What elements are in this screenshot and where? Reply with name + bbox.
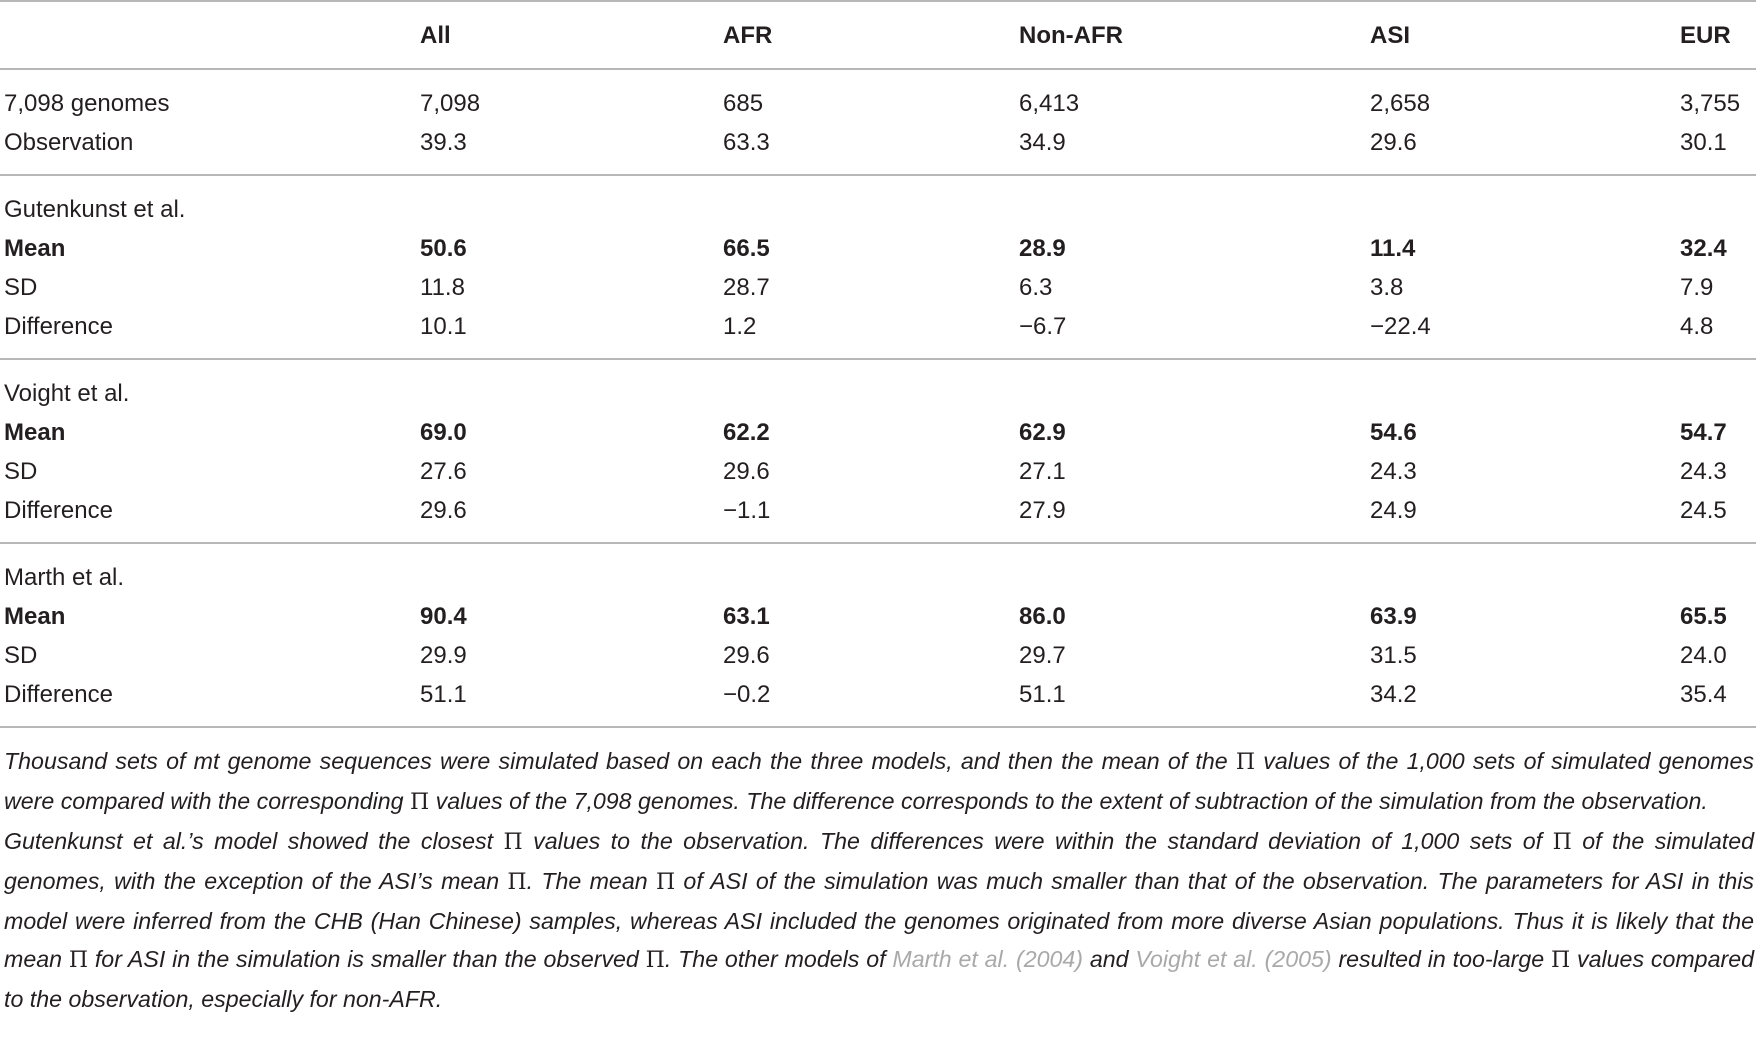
summary-group	[0, 69, 1756, 175]
table-cell: 24.9	[1366, 491, 1680, 543]
table-cell: 29.6	[416, 491, 719, 543]
footnote-text: for ASI in the simulation is smaller than the observed	[88, 946, 646, 972]
table-cell: 1.2	[719, 307, 1015, 359]
row-label: Difference	[0, 307, 416, 359]
header-cell-eur: EUR	[1680, 1, 1756, 69]
table-cell: 10.1	[416, 307, 719, 359]
table-cell: 32.4	[1680, 234, 1727, 262]
table-cell: 63.9	[1370, 602, 1417, 630]
footnote-text: Gutenkunst et al.’s model showed the closest	[4, 828, 504, 854]
table-footnote	[4, 742, 1754, 1018]
row-label: Difference	[0, 675, 416, 727]
table-cell: 24.0	[1680, 641, 1727, 669]
table-cell: 24.5	[1680, 491, 1756, 543]
table-cell: 29.6	[723, 641, 770, 669]
footnote-text: and	[1083, 946, 1136, 972]
table-cell: 39.3	[416, 123, 719, 175]
row-label: SD	[4, 641, 38, 669]
pi-symbol: Π	[507, 870, 527, 895]
model-title: Gutenkunst et al.	[4, 195, 186, 223]
table-cell: 29.7	[1019, 641, 1066, 669]
table-cell: 7.9	[1680, 273, 1714, 301]
footnote-text: values compared to the observation, especially for non-AFR.	[4, 946, 1754, 1012]
table-row	[0, 597, 1756, 636]
table-row	[0, 675, 1756, 727]
row-label: SD	[4, 457, 38, 485]
row-label: Mean	[4, 602, 66, 630]
reference-link-marth[interactable]: Marth et al. (2004)	[892, 946, 1083, 972]
table-cell: 65.5	[1680, 602, 1727, 630]
table-cell: −0.2	[719, 675, 1015, 727]
table-cell: 27.1	[1019, 457, 1066, 485]
reference-link-voight[interactable]: Voight et al. (2005)	[1135, 946, 1332, 972]
table-cell: 63.3	[719, 123, 1015, 175]
table-cell: 24.3	[1370, 457, 1417, 485]
footnote-text: . The mean	[526, 868, 656, 894]
footnote-text: resulted in too-large	[1331, 946, 1551, 972]
table-row	[0, 636, 1756, 675]
table-cell: 11.8	[420, 273, 465, 301]
table-cell: 62.2	[723, 418, 770, 446]
footnote-paragraph-2	[4, 822, 1754, 1018]
table-cell: 31.5	[1370, 641, 1417, 669]
table-cell: −22.4	[1366, 307, 1680, 359]
table-cell: 69.0	[420, 418, 467, 446]
table-cell: 34.2	[1366, 675, 1680, 727]
table-cell: 685	[723, 89, 764, 117]
table-row	[0, 491, 1756, 543]
table-row	[0, 268, 1756, 307]
model-title: Voight et al.	[4, 379, 130, 407]
model-title-row	[0, 543, 1756, 597]
table-cell: 24.3	[1680, 457, 1727, 485]
pi-symbol: Π	[1552, 830, 1572, 855]
row-label: Difference	[0, 491, 416, 543]
table-cell: 29.9	[420, 641, 467, 669]
table-cell: 30.1	[1680, 123, 1756, 175]
table-row	[0, 307, 1756, 359]
footnote-text: values of the 1,000 sets of simulated genomes were compared with the corresponding	[4, 748, 1754, 814]
footnote-text: values of the 7,098 genomes. The difference corresponds to the extent of subtraction of the simulation from the observation.	[429, 788, 1708, 814]
table-row	[0, 123, 1756, 175]
table-cell: 3,755	[1680, 89, 1741, 117]
table-cell: 28.9	[1019, 234, 1066, 262]
row-label: 7,098 genomes	[4, 89, 170, 117]
table-cell: 4.8	[1680, 307, 1756, 359]
row-label: Mean	[4, 418, 66, 446]
table-cell: 54.6	[1370, 418, 1417, 446]
table-cell: 3.8	[1370, 273, 1404, 301]
table-row	[0, 452, 1756, 491]
model-group-voight	[0, 359, 1756, 543]
table-cell: 86.0	[1019, 602, 1066, 630]
footnote-text: Thousand sets of mt genome sequences were simulated based on each the three models, and then the mean of the	[4, 748, 1236, 774]
header-cell-non-afr: Non-AFR	[1015, 1, 1366, 69]
table-cell: −6.7	[1015, 307, 1366, 359]
table-cell: 51.1	[1015, 675, 1366, 727]
pi-symbol: Π	[645, 948, 665, 973]
table-cell: 11.4	[1370, 234, 1416, 262]
table-cell: 27.6	[420, 457, 467, 485]
table-cell: 6,413	[1019, 89, 1080, 117]
row-label: Observation	[0, 123, 416, 175]
table-cell: 90.4	[420, 602, 467, 630]
table-cell: 63.1	[723, 602, 770, 630]
header-row	[0, 1, 1756, 69]
model-title: Marth et al.	[4, 563, 125, 591]
header-cell-empty	[0, 1, 416, 69]
table-cell: 50.6	[420, 234, 467, 262]
table-row	[0, 69, 1756, 123]
pi-symbol: Π	[503, 830, 523, 855]
table-cell: 6.3	[1019, 273, 1053, 301]
row-label: SD	[4, 273, 38, 301]
table-cell: 27.9	[1015, 491, 1366, 543]
table-cell: 28.7	[723, 273, 770, 301]
footnote-text: of ASI of the simulation was much smaller than that of the observation. The parameters for ASI in this model were inferred from the CHB (Han Chinese) samples, whereas ASI included the genomes originated from more diverse Asian populations. Thus it is likely that the mean	[4, 868, 1755, 972]
pi-symbol: Π	[655, 870, 676, 895]
model-group-marth	[0, 543, 1756, 727]
table-cell: 35.4	[1680, 675, 1756, 727]
model-title-row	[0, 359, 1756, 413]
table-cell: 34.9	[1015, 123, 1366, 175]
table-row	[0, 229, 1756, 268]
table-cell: 2,658	[1370, 89, 1431, 117]
table-cell: −1.1	[719, 491, 1015, 543]
table-cell: 7,098	[420, 89, 481, 117]
table-cell: 29.6	[723, 457, 770, 485]
pi-symbol: Π	[1235, 750, 1256, 775]
model-title-row	[0, 175, 1756, 229]
footnote-text: of the simulated genomes, with the exception of the ASI’s mean	[4, 828, 1754, 894]
header-cell-afr: AFR	[719, 1, 1015, 69]
pi-symbol: Π	[68, 948, 89, 973]
table-cell: 29.6	[1366, 123, 1680, 175]
pi-symbol: Π	[1551, 948, 1571, 973]
table-cell: 66.5	[723, 234, 770, 262]
footnote-paragraph-1	[4, 742, 1754, 822]
footnote-text: . The other models of	[664, 946, 893, 972]
header-cell-all: All	[416, 1, 719, 69]
model-group-gutenkunst	[0, 175, 1756, 359]
table-row	[0, 413, 1756, 452]
row-label: Mean	[4, 234, 66, 262]
footnote-text: values to the observation. The differences were within the standard deviation of 1,000 sets of	[522, 828, 1553, 854]
pi-symbol: Π	[410, 790, 430, 815]
table-cell: 62.9	[1019, 418, 1066, 446]
table-cell: 54.7	[1680, 418, 1727, 446]
header-cell-asi: ASI	[1366, 1, 1680, 69]
table-cell: 51.1	[416, 675, 719, 727]
